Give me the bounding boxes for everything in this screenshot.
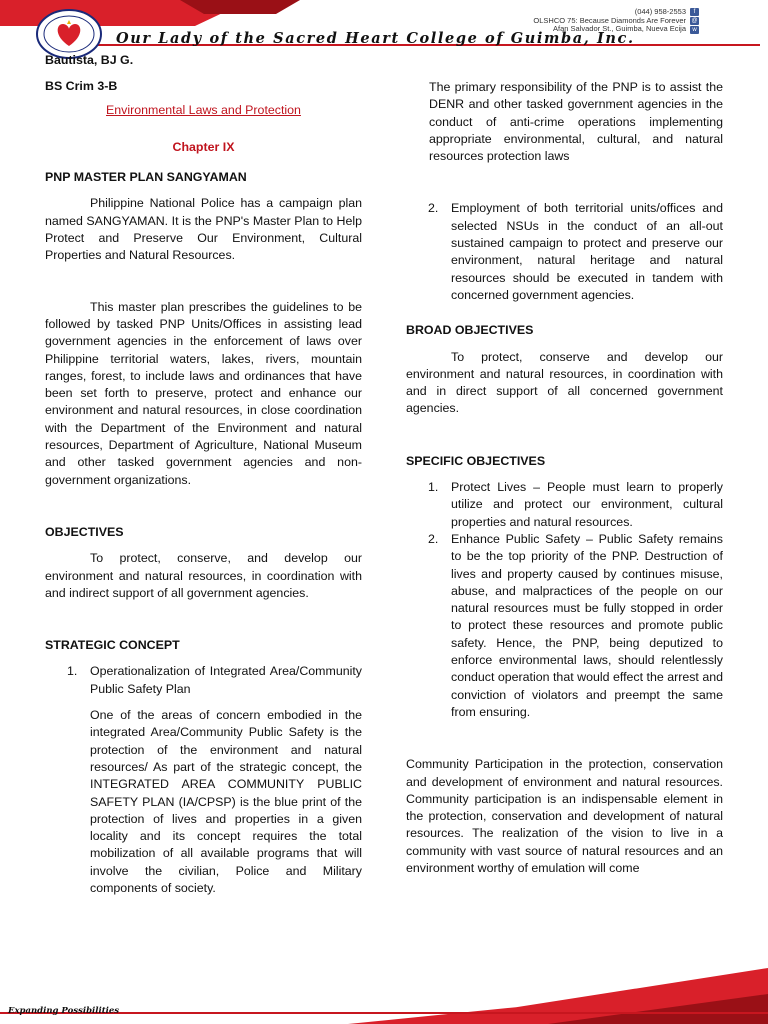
para-primary: The primary responsibility of the PNP is to assist the DENR and other tasked government agencies in the conduct of anti-crime operations implementing appropriate environmental, cultural, and natural resources protection laws xyxy=(429,80,723,164)
heading-master-plan: PNP MASTER PLAN SANGYAMAN xyxy=(45,170,247,185)
left-column xyxy=(45,52,362,897)
para-community: Community Participation in the protection, conservation and development of environment and natural resources. Community participation is an indispensable element in the protection, conservation and development of natural resources. The realization of the vision to live in a community with vast source of natural resources and an environment worthy of emulation will come xyxy=(406,757,723,875)
list-number: 2. xyxy=(428,531,439,546)
author-name: Bautista, BJ G. xyxy=(45,53,134,67)
web-icon[interactable]: w xyxy=(690,26,699,34)
contact-address: Afan Salvador St., Guimba, Nueva Ecija xyxy=(553,24,686,33)
list-number: 1. xyxy=(67,664,78,679)
specific-objectives-list xyxy=(406,479,723,721)
para-broad: To protect, conserve and develop our environment and natural resources, in coordination with and in direct support of all concerned government agencies. xyxy=(406,349,723,416)
course-title: Environmental Laws and Protection xyxy=(106,102,301,117)
contact-tagline: OLSHCO 75: Because Diamonds Are Forever xyxy=(533,15,686,25)
para-strategic: One of the areas of concern embodied in the integrated Area/Community Public Safety is the protection of the environment and natural resources/ As part of the strategic concept, the INTEGRATED AREA COMMUNITY PUBLIC SAFETY PLAN (IA/CPSP) is the blue print of the protection of lives and properties in a given locality and its concept requires the total mobilization of all available programs that will involve the civilian, Police and Military components of society. xyxy=(90,708,362,895)
para-guidelines: This master plan prescribes the guidelines to be followed by tasked PNP Units/Offices in assisting lead government agencies in the enforcement of laws over Philippine territorial waters, lakes, rivers, mountain ranges, forest, to include laws and ordinances that have been set forth to preserve, protect and enhance our environment and natural resources, in close coordination with the Department of the Environment and natural resources, Department of Agriculture, National Museum and other tasked government agencies and non-government organizations. xyxy=(45,299,362,487)
heading-broad-objectives: BROAD OBJECTIVES xyxy=(406,323,534,338)
heading-objectives: OBJECTIVES xyxy=(45,524,124,539)
para-intro: Philippine National Police has a campaign plan named SANGYAMAN. It is the PNP's Master Plan to Help Protect and Preserve Our Environment, Cultural Properties and Natural Resources. xyxy=(45,196,362,263)
social-icons xyxy=(690,8,700,35)
footer-tagline: Expanding Possibilities xyxy=(8,1006,120,1016)
para-objectives: To protect, conserve, and develop our environment and natural resources, in coordination with and indirect support of all government agencies. xyxy=(45,551,362,600)
list-number: 1. xyxy=(428,480,439,495)
section-label: BS Crim 3-B xyxy=(45,79,118,94)
list-text: Employment of both territorial units/offices and selected NSUs in the conduct of an all-out sustained campaign to protect and preserve our environment, natural heritage and natural resources should be executed in tandem with concerned government agencies. xyxy=(451,201,723,302)
list-number: 2. xyxy=(428,201,439,216)
school-name: Our Lady of the Sacred Heart College of Guimba, Inc. xyxy=(116,30,635,47)
email-icon[interactable]: @ xyxy=(691,18,698,24)
right-column xyxy=(406,79,723,877)
list-text: Protect Lives – People must learn to properly utilize and protect our environment, cultural properties and natural resources. xyxy=(451,480,723,529)
strategic-item-1 xyxy=(45,663,362,698)
list-item xyxy=(406,479,723,531)
chapter-title: Chapter IX xyxy=(172,139,235,154)
list-item xyxy=(406,531,723,721)
list-text: Operationalization of Integrated Area/Community Public Safety Plan xyxy=(90,664,362,696)
heading-strategic: STRATEGIC CONCEPT xyxy=(45,638,180,653)
facebook-icon[interactable]: f xyxy=(690,8,699,16)
item-2 xyxy=(406,200,723,304)
list-text: Enhance Public Safety – Public Safety remains to be the top priority of the PNP. Destruction of lives and property caused by continues misuse, abuse, and malpractices of the people on our natural resources must be fully stopped in order to protect these resources and promote public safety. Hence, the PNP, being deputized to enforce environmental laws, should relentlessly conduct operation that would effect the arrest and conviction of violators and preempt the same from ensuring. xyxy=(451,531,723,719)
heading-specific-objectives: SPECIFIC OBJECTIVES xyxy=(406,453,546,468)
contact-phone: (044) 958-2553 xyxy=(634,7,686,16)
